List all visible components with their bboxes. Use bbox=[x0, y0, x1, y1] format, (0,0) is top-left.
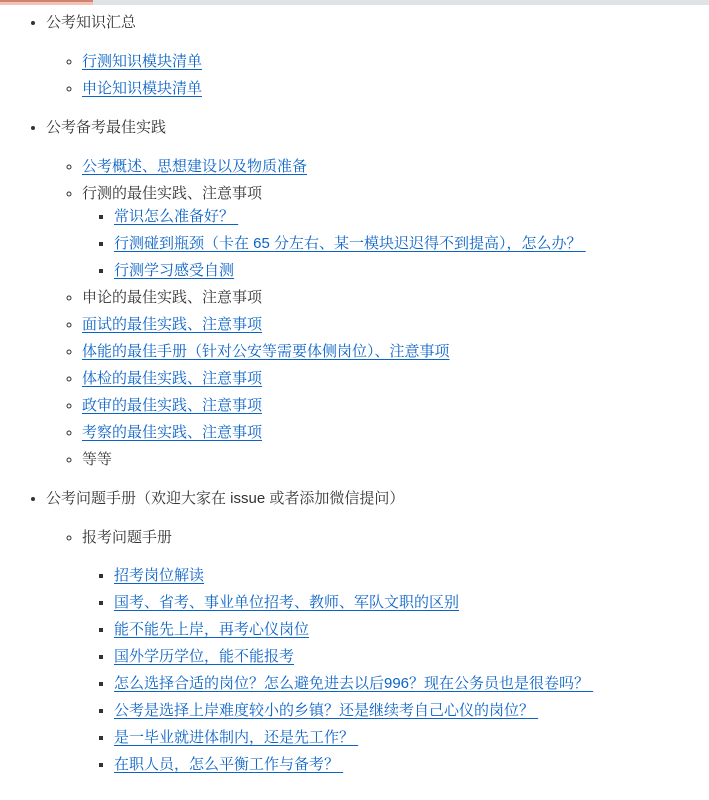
progress-bar-track bbox=[0, 0, 709, 5]
toc-link[interactable]: 在职人员，怎么平衡工作与备考？ bbox=[114, 756, 344, 773]
toc-list-level-2 bbox=[46, 52, 709, 98]
toc-link[interactable]: 国考、省考、事业单位招考、教师、军队文职的区别 bbox=[114, 594, 460, 611]
list-item bbox=[82, 450, 709, 469]
list-item bbox=[114, 234, 709, 253]
toc-link[interactable]: 国外学历学位，能不能报考 bbox=[114, 648, 295, 665]
toc-text: 公考备考最佳实践 bbox=[46, 119, 167, 136]
list-item bbox=[114, 566, 709, 585]
toc-list-level-2 bbox=[46, 157, 709, 469]
table-of-contents bbox=[0, 13, 709, 774]
toc-link[interactable]: 行测知识模块清单 bbox=[82, 53, 203, 70]
list-item bbox=[46, 13, 709, 98]
toc-list-level-3 bbox=[82, 207, 709, 280]
toc-link[interactable]: 能不能先上岸，再考心仪岗位 bbox=[114, 621, 310, 638]
list-item bbox=[82, 396, 709, 415]
list-item bbox=[114, 755, 709, 774]
toc-link[interactable]: 体检的最佳实践、注意事项 bbox=[82, 370, 263, 387]
toc-list-level-1 bbox=[0, 13, 709, 774]
list-item bbox=[82, 315, 709, 334]
toc-link[interactable]: 公考概述、思想建设以及物质准备 bbox=[82, 158, 308, 175]
list-item bbox=[114, 728, 709, 747]
toc-link[interactable]: 招考岗位解读 bbox=[114, 567, 205, 584]
list-item bbox=[82, 52, 709, 71]
toc-link[interactable]: 行测学习感受自测 bbox=[114, 262, 235, 279]
list-item bbox=[82, 157, 709, 176]
toc-link[interactable]: 公考是选择上岸难度较小的乡镇？还是继续考自己心仪的岗位？ bbox=[114, 702, 539, 719]
list-item bbox=[114, 593, 709, 612]
list-item bbox=[114, 207, 709, 226]
list-item bbox=[46, 118, 709, 469]
list-item bbox=[114, 620, 709, 639]
toc-text: 申论的最佳实践、注意事项 bbox=[82, 289, 263, 306]
list-item bbox=[82, 288, 709, 307]
progress-bar-fill bbox=[0, 0, 93, 5]
list-item bbox=[82, 423, 709, 442]
toc-link[interactable]: 怎么选择合适的岗位？怎么避免进去以后996？现在公务员也是很卷吗？ bbox=[114, 675, 594, 692]
list-item bbox=[82, 369, 709, 388]
toc-link[interactable]: 政审的最佳实践、注意事项 bbox=[82, 397, 263, 414]
toc-list-level-2 bbox=[46, 528, 709, 774]
list-item bbox=[82, 342, 709, 361]
list-item bbox=[114, 701, 709, 720]
toc-link[interactable]: 常识怎么准备好？ bbox=[114, 208, 239, 225]
toc-text: 等等 bbox=[82, 451, 113, 468]
list-item bbox=[82, 184, 709, 280]
list-item bbox=[82, 79, 709, 98]
list-item bbox=[46, 489, 709, 774]
list-item bbox=[114, 647, 709, 666]
toc-link[interactable]: 面试的最佳实践、注意事项 bbox=[82, 316, 263, 333]
toc-text: 公考问题手册（欢迎大家在 issue 或者添加微信提问） bbox=[46, 490, 405, 507]
list-item bbox=[114, 261, 709, 280]
toc-text: 行测的最佳实践、注意事项 bbox=[82, 185, 263, 202]
toc-text: 报考问题手册 bbox=[82, 529, 173, 546]
list-item bbox=[82, 528, 709, 774]
toc-text: 公考知识汇总 bbox=[46, 14, 137, 31]
toc-list-level-3 bbox=[82, 566, 709, 774]
toc-link[interactable]: 行测碰到瓶颈（卡在 65 分左右、某一模块迟迟得不到提高），怎么办？ bbox=[114, 235, 586, 252]
toc-link[interactable]: 考察的最佳实践、注意事项 bbox=[82, 424, 263, 441]
toc-link[interactable]: 是一毕业就进体制内，还是先工作？ bbox=[114, 729, 359, 746]
toc-link[interactable]: 申论知识模块清单 bbox=[82, 80, 203, 97]
list-item bbox=[114, 674, 709, 693]
toc-link[interactable]: 体能的最佳手册（针对公安等需要体侧岗位）、注意事项 bbox=[82, 343, 450, 360]
